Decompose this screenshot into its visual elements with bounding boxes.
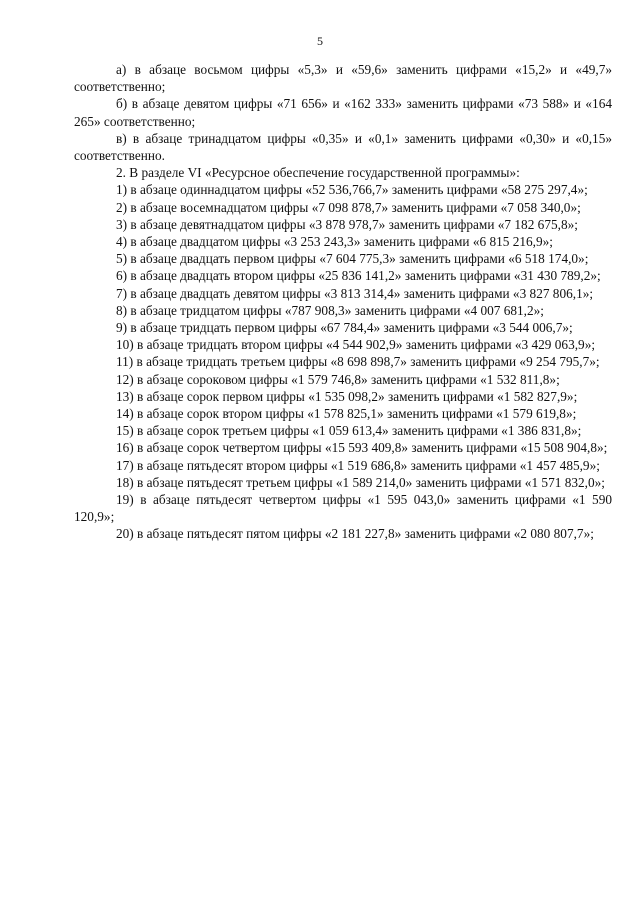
list-item-12: 12) в абзаце сороковом цифры «1 579 746,8» заменить цифрами «1 532 811,8»; — [116, 371, 560, 387]
list-item-14: 14) в абзаце сорок втором цифры «1 578 825,1» заменить цифрами «1 579 619,8»; — [116, 406, 577, 422]
list-item-2: 2) в абзаце восемнадцатом цифры «7 098 878,7» заменить цифрами «7 058 340,0»; — [116, 199, 581, 215]
list-item-19: 19) в абзаце пятьдесят четвертом цифры «1 595 043,0» заменить цифрами «1 590 120,9»; — [74, 492, 612, 525]
paragraph-b: б) в абзаце девятом цифры «71 656» и «162 333» заменить цифрами «73 588» и «164 265» соответственно; — [74, 96, 612, 129]
list-item-6: 6) в абзаце двадцать втором цифры «25 836 141,2» заменить цифрами «31 430 789,2»; — [116, 268, 601, 284]
list-item-10: 10) в абзаце тридцать втором цифры «4 544 902,9» заменить цифрами «3 429 063,9»; — [116, 337, 596, 353]
paragraph-a: а) в абзаце восьмом цифры «5,3» и «59,6» заменить цифрами «15,2» и «49,7» соответственно; — [74, 62, 612, 95]
list-item-11: 11) в абзаце тридцать третьем цифры «8 698 898,7» заменить цифрами «9 254 795,7»; — [116, 354, 600, 370]
list-item-8: 8) в абзаце тридцатом цифры «787 908,3» заменить цифрами «4 007 681,2»; — [116, 302, 544, 318]
list-item-18: 18) в абзаце пятьдесят третьем цифры «1 589 214,0» заменить цифрами «1 571 832,0»; — [116, 474, 605, 490]
list-item-3: 3) в абзаце девятнадцатом цифры «3 878 978,7» заменить цифрами «7 182 675,8»; — [116, 216, 578, 232]
list-item-16: 16) в абзаце сорок четвертом цифры «15 593 409,8» заменить цифрами «15 508 904,8»; — [116, 440, 608, 456]
page-number: 5 — [317, 34, 323, 48]
list-item-4: 4) в абзаце двадцатом цифры «3 253 243,3» заменить цифрами «6 815 216,9»; — [116, 234, 553, 250]
list-item-5: 5) в абзаце двадцать первом цифры «7 604 775,3» заменить цифрами «6 518 174,0»; — [116, 251, 589, 267]
list-item-9: 9) в абзаце тридцать первом цифры «67 784,4» заменить цифрами «3 544 006,7»; — [116, 320, 573, 336]
list-item-15: 15) в абзаце сорок третьем цифры «1 059 613,4» заменить цифрами «1 386 831,8»; — [116, 423, 582, 439]
list-item-1: 1) в абзаце одиннадцатом цифры «52 536,766,7» заменить цифрами «58 275 297,4»; — [116, 182, 588, 198]
list-item-13: 13) в абзаце сорок первом цифры «1 535 098,2» заменить цифрами «1 582 827,9»; — [116, 388, 578, 404]
section-heading: 2. В разделе VI «Ресурсное обеспечение государственной программы»: — [116, 165, 520, 181]
paragraph-v: в) в абзаце тринадцатом цифры «0,35» и «0,1» заменить цифрами «0,30» и «0,15» соответственно. — [74, 130, 612, 164]
list-item-17: 17) в абзаце пятьдесят втором цифры «1 519 686,8» заменить цифрами «1 457 485,9»; — [116, 457, 600, 473]
list-item-7: 7) в абзаце двадцать девятом цифры «3 813 314,4» заменить цифрами «3 827 806,1»; — [116, 285, 594, 301]
document-body — [74, 61, 612, 543]
list-item-20: 20) в абзаце пятьдесят пятом цифры «2 181 227,8» заменить цифрами «2 080 807,7»; — [116, 526, 594, 542]
